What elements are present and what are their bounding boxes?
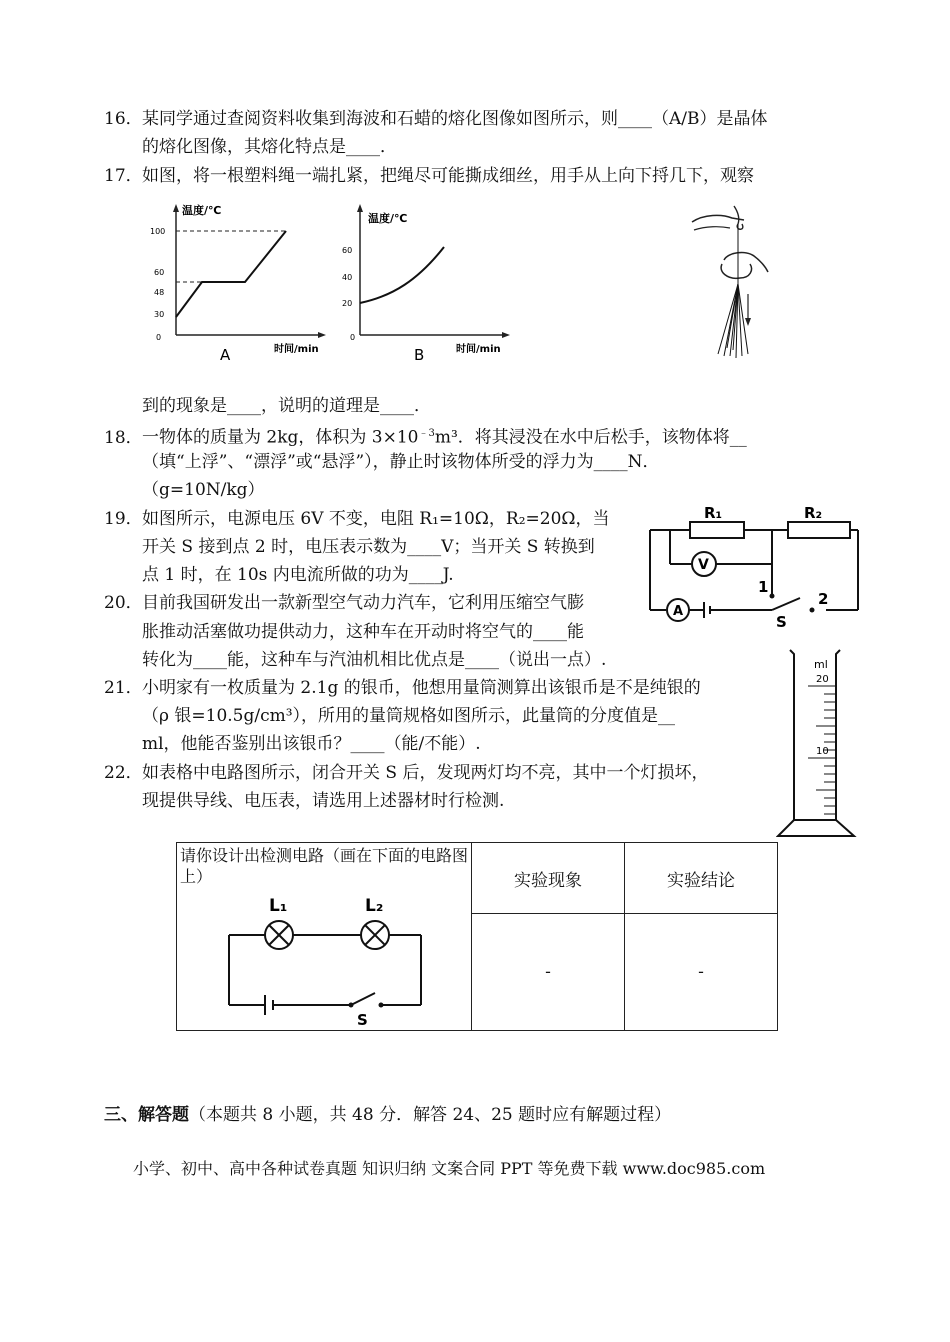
design-header: 请你设计出检测电路（画在下面的电路图上）	[180, 846, 469, 886]
switch-contact	[379, 1003, 384, 1008]
phenomenon-value[interactable]: -	[472, 914, 625, 1031]
graph-b-y-arrow	[357, 204, 363, 212]
lamp-switch-label: S	[357, 1011, 368, 1025]
switch-pivot	[349, 1003, 354, 1008]
graph-a-x-arrow	[318, 332, 326, 338]
melting-graph-a	[150, 200, 330, 362]
graph-b-x-arrow	[502, 332, 510, 338]
graph-a-y-arrow	[173, 204, 179, 212]
q21-line2: （ρ 银=10.5g/cm³），所用的量筒规格如图所示，此量筒的分度值是__	[142, 706, 676, 726]
resistor-r1	[690, 522, 744, 538]
contact-point-2	[810, 608, 815, 613]
q18-line1: 18．一物体的质量为 2kg，体积为 $3\times 10^{﹣3}m^3$．将其浸没在水中后松手，该物体将__	[104, 427, 747, 448]
cylinder-base	[778, 820, 854, 836]
measuring-cylinder	[776, 644, 860, 840]
r2-label: R₂	[804, 504, 823, 522]
section-3-heading	[104, 1100, 671, 1125]
graph-b-ytick: 20	[342, 299, 353, 308]
q16-line2: 的熔化图像，其熔化特点是____．	[142, 137, 397, 157]
voltmeter-label: V	[698, 557, 709, 573]
graph-b-ytick: 40	[342, 273, 353, 282]
cylinder-mark-10: 10	[816, 746, 829, 757]
q18-line2: （填“上浮”、“漂浮”或“悬浮”），静止时该物体所受的浮力为____N．	[142, 452, 660, 472]
cylinder-body	[790, 650, 840, 820]
graph-b-curve	[360, 247, 444, 303]
graph-a-xlabel: 时间/min	[274, 344, 319, 355]
cylinder-mark-20: 20	[816, 674, 829, 685]
point1-label: 1	[758, 578, 769, 596]
ammeter-label: A	[673, 604, 684, 619]
rope-strands	[718, 224, 748, 358]
resistor-r2	[788, 522, 850, 538]
graph-a-ytick: 0	[156, 333, 162, 342]
lamp-l1-label: L₁	[269, 896, 288, 916]
lamp-l2-label: L₂	[365, 896, 384, 916]
lower-fist	[721, 264, 751, 278]
down-arrowhead-icon	[745, 318, 751, 326]
q21-line1: 21．小明家有一枚质量为 2.1g 的银币，他想用量筒测算出该银币是不是纯银的	[104, 678, 701, 698]
q19-line1: 19．如图所示，电源电压 6V 不变，电阻 R₁=10Ω，R₂=20Ω，当	[104, 509, 610, 529]
graph-b-ytick: 60	[342, 246, 353, 255]
graph-b-xlabel: 时间/min	[456, 344, 501, 355]
graph-a-caption: A	[220, 346, 231, 362]
phenomenon-header: 实验现象	[472, 843, 625, 914]
graph-a-ytick: 60	[154, 268, 165, 277]
q19-line3: 点 1 时，在 10s 内电流所做的功为____J.	[142, 565, 454, 585]
q20-line3: 转化为____能，这种车与汽油机相比优点是____（说出一点）.	[142, 650, 607, 670]
q17-line1: 17．如图，将一根塑料绳一端扎紧，把绳尽可能撕成细丝，用手从上向下捋几下，观察	[104, 166, 754, 186]
experiment-table	[176, 842, 778, 1031]
graph-b-ytick: 0	[350, 333, 356, 342]
q19-line2: 开关 S 接到点 2 时，电压表示数为____V；当开关 S 转换到	[142, 537, 595, 557]
q20-line1: 20．目前我国研发出一款新型空气动力汽车，它利用压缩空气膨	[104, 593, 584, 613]
circuit-q19	[640, 500, 868, 630]
footer: 小学、初中、高中各种试卷真题 知识归纳 文案合同 PPT 等免费下载 www.doc985.com	[133, 1159, 766, 1178]
q21-line3: ml，他能否鉴别出该银币？____（能/不能）.	[142, 734, 481, 754]
cylinder-unit: ml	[814, 658, 828, 671]
section-3-note: （本题共 8 小题，共 48 分．解答 24、25 题时应有解题过程）	[189, 1105, 672, 1125]
lower-hand-icon	[724, 253, 768, 272]
q18-line3: （g=10N/kg）	[142, 480, 265, 500]
q17-line2: 到的现象是____，说明的道理是____．	[142, 396, 431, 416]
graph-a-ytick: 30	[154, 310, 165, 319]
upper-hand-line	[694, 227, 730, 230]
design-cell[interactable]	[177, 843, 472, 1031]
graph-a-ytick: 48	[154, 288, 165, 297]
q22-line2: 现提供导线、电压表，请选用上述器材时行检测.	[142, 791, 505, 811]
upper-hand-icon	[692, 215, 744, 222]
section-3-title: 三、解答题	[104, 1105, 189, 1125]
q22-line1: 22．如表格中电路图所示，闭合开关 S 后，发现两灯均不亮，其中一个灯损坏，	[104, 763, 709, 783]
lamp-switch	[351, 993, 375, 1005]
graph-b-ylabel: 温度/℃	[368, 212, 408, 225]
point2-label: 2	[818, 590, 829, 608]
conclusion-header: 实验结论	[625, 843, 778, 914]
graph-a-ylabel: 温度/℃	[182, 204, 222, 217]
melting-graph-b	[338, 200, 518, 362]
lamp-circuit	[221, 885, 431, 1025]
q20-line2: 胀推动活塞做功提供动力，这种车在开动时将空气的____能	[142, 622, 584, 642]
rope-hand-illustration	[688, 198, 788, 360]
contact-point-1	[770, 594, 775, 599]
r1-label: R₁	[704, 504, 723, 522]
graph-a-curve	[176, 231, 286, 317]
conclusion-value[interactable]: -	[625, 914, 778, 1031]
graph-b-caption: B	[414, 346, 425, 362]
switch-s	[772, 598, 800, 610]
graph-a-ytick: 100	[150, 227, 166, 236]
q16-line1: 16．某同学通过查阅资料收集到海波和石蜡的熔化图像如图所示，则____（A/B）是晶体	[104, 109, 768, 129]
switch-label: S	[776, 613, 787, 630]
